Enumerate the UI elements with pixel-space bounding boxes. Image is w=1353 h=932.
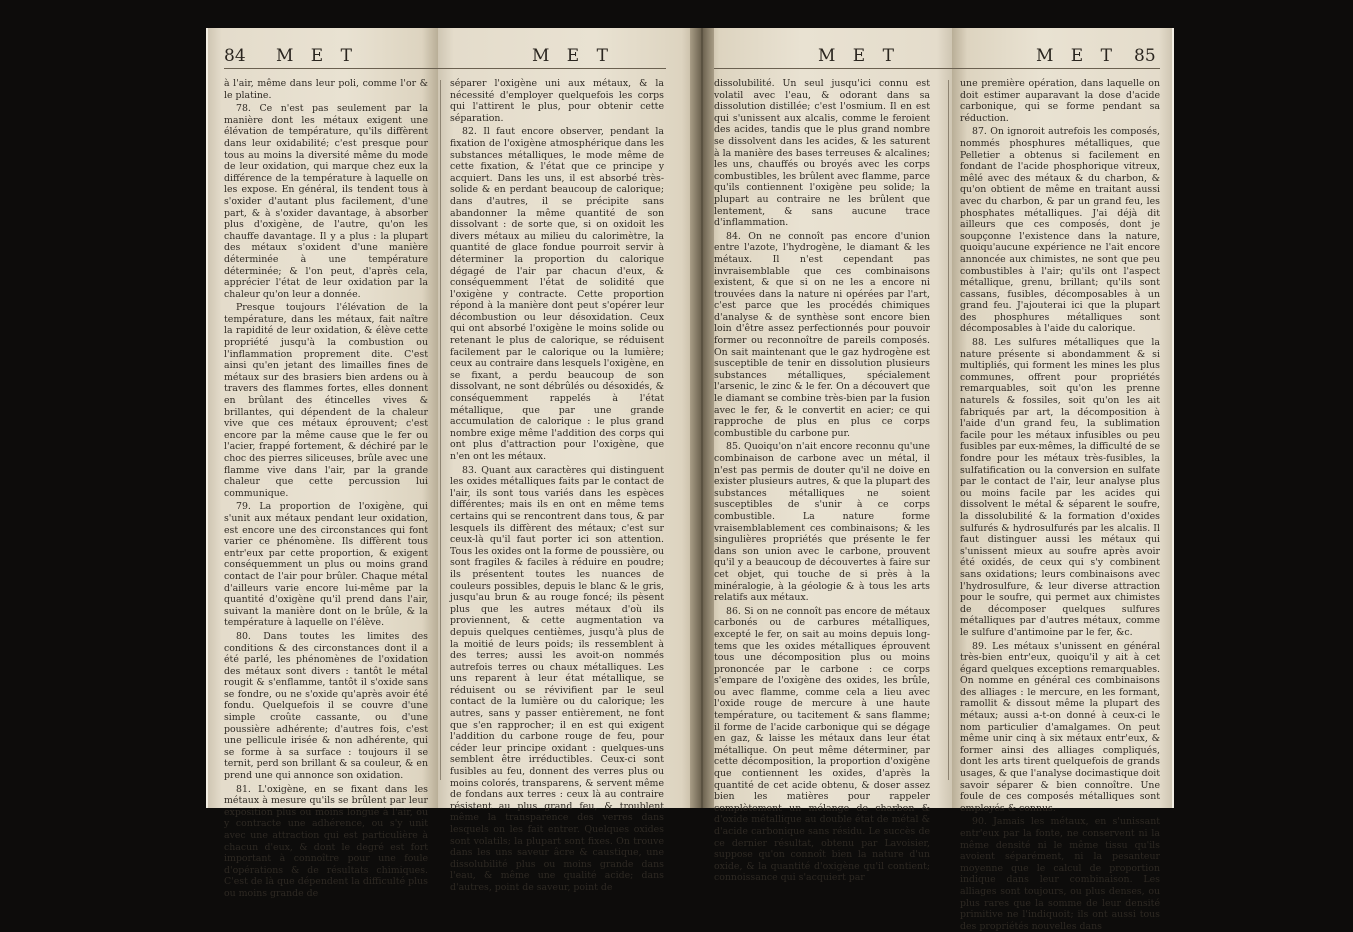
left-page-column-2 <box>450 78 664 893</box>
paragraph: une première opération, dans laquelle on doit estimer auparavant la dose d'acide carbonique, qui se forme pendant sa réduction. <box>960 78 1160 124</box>
left-page-column-1 <box>224 78 428 899</box>
right-page-number: 85 <box>1134 46 1156 66</box>
paragraph: séparer l'oxigène uni aux métaux, & la nécessité d'employer quelquefois les corps qui l'attirent le plus, pour obtenir cette séparation. <box>450 78 664 124</box>
paragraph: 90. Jamais les métaux, en s'unissant entr'eux par la fonte, ne conservent ni la même densité ni le même tissu qu'ils avoient séparément, ni la pesanteur moyenne que le calcul de proportion indique dans leur combinaison. Les alliages sont toujours, ou plus denses, ou plus rares que la somme de leur densité primitive ne l'indiquoit; ils ont aussi tous des propriétés nouvelles dans <box>960 816 1160 932</box>
right-page-column-2 <box>960 78 1161 932</box>
book-gutter <box>690 28 714 808</box>
paragraph: 80. Dans toutes les limites des conditions & des circonstances dont il a été parlé, les phénomènes de l'oxidation des métaux sont divers : tantôt le métal rougit & s'enflamme, tantôt il s'oxide sans se fondre, ou ne s'oxide qu'après avoir été fondu. Quelquefois il se couvre d'une simple croûte cassante, ou d'une poussière adhérente; d'autres fois, c'est une pellicule irisée & non adhérente, qui se forme à sa surface : toujours il se ternit, perd son brillant & sa couleur, & en prend une qui annonce son oxidation. <box>224 630 428 782</box>
right-header-rule <box>714 68 1160 69</box>
left-running-head-2: M E T <box>532 46 614 66</box>
right-column-divider <box>948 80 949 780</box>
right-page-column-1 <box>714 78 931 884</box>
paragraph: à l'air, même dans leur poli, comme l'or & le platine. <box>224 78 428 101</box>
right-running-head-2: M E T <box>1036 46 1118 66</box>
left-running-head: M E T <box>276 46 358 66</box>
paragraph: Presque toujours l'élévation de la température, dans les métaux, fait naître la rapidité de leur oxidation, & élève cette propriété jusqu'à la combustion ou l'inflammation proprement dite. C'est ainsi qu'en jetant des limailles fines de métaux sur des brasiers bien ardens ou à travers des flammes fortes, elles donnent en brûlant des étincelles vives & brillantes, qui dépendent de la chaleur vive que ces métaux éprouvent; c'est encore par la même cause que le fer ou l'acier, frappé fortement, & déchiré par le choc des pierres siliceuses, brûle avec une flamme vive dans l'air, par la grande chaleur que cette percussion lui communique. <box>224 302 428 499</box>
paragraph: 88. Les sulfures métalliques que la nature présente si abondamment & si multipliés, qui forment les mines les plus communes, offrent pour propriétés remarquables, soit qu'on les prenne naturels & fossiles, soit qu'on les ait fabriqués par art, la décomposition à l'aide d'un grand feu, la sublimation facile pour les métaux infusibles ou peu fusibles par eux-mêmes, la difficulté de se fondre pour les métaux très-fusibles, la sulfatification ou la conversion en sulfate par le contact de l'air, leur analyse plus ou moins facile par les acides qui dissolvent le métal & séparent le soufre, la dissolubilité & la formation d'oxides sulfurés & hydrosulfurés par les alcalis. Il faut distinguer aussi les métaux qui s'unissent mieux au soufre après avoir été oxidés, de ceux qui s'y combinent sans oxidations; leurs combinaisons avec l'hydrosulfure, & leur diverse attraction pour le soufre, qui permet aux chimistes de décomposer quelques sulfures métalliques par d'autres métaux, comme le sulfure d'antimoine par le fer, &c. <box>960 337 1160 638</box>
paragraph: 81. L'oxigène, en se fixant dans les métaux à mesure qu'ils se brûlent par leur exposition plus ou moins longue à l'air, ou y contracte une adhérence, ou s'y unit avec une attraction qui est particulière à chacun d'eux, & dont le degré est fort important à connoître pour une foule d'opérations & de résultats chimiques. C'est de là que dépendent la difficulté plus ou moins grande de <box>224 783 428 899</box>
paragraph: 86. Si on ne connoît pas encore de métaux carbonés ou de carbures métalliques, excepté le fer, on sait au moins depuis long-tems que les oxides métalliques éprouvent tous une décomposition plus ou moins prononcée par le carbone : ce corps s'empare de l'oxigène des oxides, les brûle, ou avec flamme, comme cela a lieu avec l'oxide rouge de mercure à une haute température, ou tacitement & sans flamme; il forme de l'acide carbonique qui se dégage en gaz, & laisse les métaux dans leur état métallique. On peut même déterminer, par cette décomposition, la proportion d'oxigène que contiennent les oxides, d'après la quantité de cet acide obtenu, & doser assez bien les matières pour rappeler complètement un mélange de charbon & d'oxide métallique au double état de métal & d'acide carbonique sans résidu. Le succès de ce dernier résultat, obtenu par Lavoisier, suppose qu'on connoît bien la nature d'un oxide, & la quantité d'oxigène qu'il contient; connoissance qui s'acquiert par <box>714 605 930 884</box>
right-running-head: M E T <box>818 46 900 66</box>
paragraph: 85. Quoiqu'on n'ait encore reconnu qu'une combinaison de carbone avec un métal, il n'est pas permis de douter qu'il ne doive en exister plusieurs autres, & que la plupart des substances métalliques ne soient susceptibles de s'unir à ce corps combustible. La nature forme vraisemblablement ces combinaisons; & les singulières propriétés que présente le fer dans son union avec le carbone, prouvent qu'il y a beaucoup de découvertes à faire sur cet objet, qui touche de si près à la minéralogie, à la géologie & à tous les arts relatifs aux métaux. <box>714 441 931 604</box>
left-header-rule <box>224 68 666 69</box>
paragraph: 84. On ne connoît pas encore d'union entre l'azote, l'hydrogène, le diamant & les métaux. Il n'est cependant pas invraisemblable que ces combinaisons existent, & que si on ne les a encore ni trouvées dans la nature ni opérées par l'art, c'est parce que les procédés chimiques d'analyse & de synthèse sont encore bien loin d'être assez perfectionnés pour pouvoir former ou reconnoître de pareils composés. On sait maintenant que le gaz hydrogène est susceptible de tenir en dissolution plusieurs substances métalliques, spécialement l'arsenic, le zinc & le fer. On a découvert que le diamant se combine très-bien par la fusion avec le fer, & le convertit en acier; ce qui rapproche de plus en plus ce corps combustible du carbone pur. <box>714 230 930 439</box>
paragraph: dissolubilité. Un seul jusqu'ici connu est volatil avec l'eau, & odorant dans sa dissolution distillée; c'est l'osmium. Il en est qui s'unissent aux alcalis, comme le feroient des acides, tandis que le plus grand nombre se dissolvent dans les acides, & les saturent à la manière des bases terreuses & alcalines; les uns, chauffés ou broyés avec les corps combustibles, les brûlent avec flamme, parce qu'ils contiennent l'oxigène peu solide; la plupart au contraire ne les brûlent que lentement, & sans aucune trace d'inflammation. <box>714 78 930 229</box>
left-page-number: 84 <box>224 46 246 66</box>
paragraph: 79. La proportion de l'oxigène, qui s'unit aux métaux pendant leur oxidation, est encore une des circonstances qui font varier ce phénomène. Ils diffèrent tous entr'eux par cette proportion, & exigent conséquemment un plus ou moins grand contact de l'air pour brûler. Chaque métal d'ailleurs varie encore lui-même par la quantité d'oxigène qu'il prend dans l'air, suivant la manière dont on le brûle, & la température à laquelle on l'élève. <box>224 501 428 629</box>
paragraph: 83. Quant aux caractères qui distinguent les oxides métalliques faits par le contact de l'air, ils sont tous variés dans les espèces différentes; mais ils en ont en même tems certains qui se rencontrent dans tous, & par lesquels ils diffèrent des métaux; c'est sur ceux-là qu'il faut porter ici son attention. Tous les oxides ont la forme de poussière, ou sont fragiles & faciles à réduire en poudre; ils présentent toutes les nuances de couleurs possibles, depuis le blanc & le gris, jusqu'au brun & au rouge foncé; ils pèsent plus que les autres métaux d'où ils proviennent, & cette augmentation va depuis quelques centièmes, jusqu'à plus de la moitié de leurs poids; ils ressemblent à des terres; aussi les avoit-on nommés autrefois terres ou chaux métalliques. Les uns reparent à leur état métallique, se réduisent ou se révivifient par le seul contact de la lumière ou du calorique; les autres, sans y passer entièrement, ne font que s'en rapprocher; il en est qui exigent l'addition du carbone rouge de feu, pour céder leur principe oxidant : quelques-uns semblent être irréductibles. Ceux-ci sont fusibles au feu, donnent des verres plus ou moins colorés, transparens, & servent même de fondans aux terres : ceux là au contraire résistent au plus grand feu, & troublent même la transparence des verres dans lesquels on les fait entrer. Quelques oxides sont volatils; la plupart sont fixes. On trouve dans les uns saveur âcre & caustique, une dissolubilité plus ou moins grande dans l'eau, & même une qualité acide; dans d'autres, point de saveur, point de <box>450 464 664 893</box>
paragraph: 78. Ce n'est pas seulement par la manière dont les métaux exigent une élévation de température, qu'ils diffèrent dans leur oxidabilité; c'est presque pour tous au moins la diversité même du mode de leur oxidation, qui marque chez eux la différence de la température à laquelle on les expose. En général, ils tendent tous à s'oxider d'autant plus facilement, d'une part, & à s'oxider davantage, à absorber plus d'oxigène, de l'autre, qu'on les chauffe davantage. Il y a plus : la plupart des métaux s'oxident d'une manière déterminée à une température déterminée; & l'on peut, d'après cela, apprécier l'état de leur oxidation par la chaleur qu'on leur a donnée. <box>224 103 428 300</box>
paragraph: 89. Les métaux s'unissent en général très-bien entr'eux, quoiqu'il y ait à cet égard quelques exceptions remarquables. On nomme en général ces combinaisons des alliages : le mercure, en les formant, ramollit & dissout même la plupart des métaux; aussi a-t-on donné à ceux-ci le nom particulier d'amalgames. On peut même unir cinq à six métaux entr'eux, & former ainsi des alliages compliqués, dont les arts tirent quelquefois de grands usages, & que l'analyse docimastique doit savoir séparer & bien connoître. Une foule de ces composés métalliques sont employés & connus. <box>960 640 1161 814</box>
paragraph: 82. Il faut encore observer, pendant la fixation de l'oxigène atmosphérique dans les substances métalliques, le mode même de cette fixation, & l'état que ce principe y acquiert. Dans les uns, il est absorbé très-solide & en perdant beaucoup de calorique; dans d'autres, il se précipite sans abandonner la même quantité de son dissolvant : de sorte que, si on oxidoit les divers métaux au milieu du calorimètre, la quantité de glace fondue pourroit servir à déterminer la proportion du calorique dégagé de l'air par chacun d'eux, & conséquemment l'état de solidité que l'oxigène y contracte. Cette proportion répond à la manière dont peut s'opérer leur décombustion ou leur désoxidation. Ceux qui ont absorbé l'oxigène le moins solide ou retenant le plus de calorique, se réduisent facilement par le calorique ou la lumière; ceux au contraire dans lesquels l'oxigène, en se fixant, a perdu beaucoup de son dissolvant, ne sont débrûlés ou désoxidés, & conséquemment rappelés à l'état métallique, que par une grande accumulation de calorique : le plus grand nombre exige même l'addition des corps qui ont plus d'attraction pour l'oxigène, que n'en ont les métaux. <box>450 126 664 462</box>
paragraph: 87. On ignoroit autrefois les composés, nommés phosphures métalliques, que Pelletier a obtenus si facilement en fondant de l'acide phosphorique vitreux, mêlé avec des métaux & du charbon, & qu'on obtient de même en traitant aussi avec du charbon, & par un grand feu, les phosphates métalliques. J'ai déjà dit ailleurs que ces composés, dont je soupçonne l'existence dans la nature, quoiqu'aucune expérience ne l'ait encore annoncée aux chimistes, ne sont que peu combustibles à l'air; qu'ils ont l'aspect métallique, grenu, brillant; qu'ils sont cassans, fusibles, décomposables à un grand feu. J'ajouterai ici que la plupart des phosphures métalliques sont décomposables à l'aide du calorique. <box>960 126 1160 335</box>
left-column-divider <box>440 80 441 780</box>
